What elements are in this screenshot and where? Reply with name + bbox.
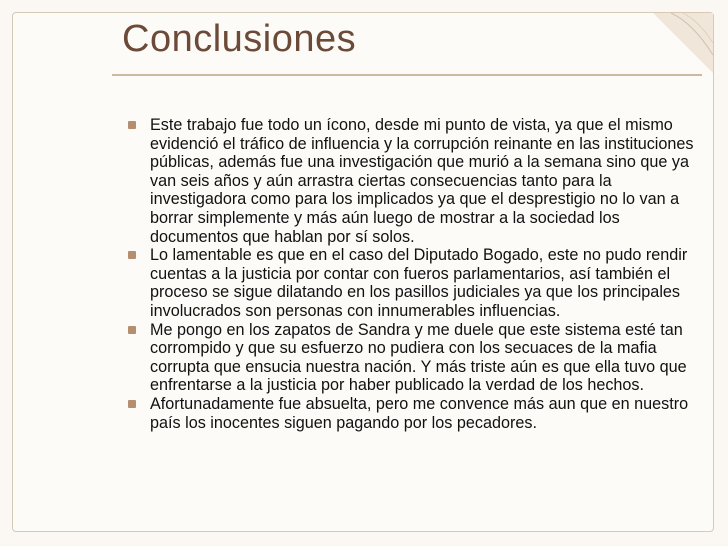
- page-curl-icon: [653, 13, 713, 73]
- bullet-marker-icon: [128, 251, 136, 259]
- bullet-item: [128, 116, 712, 246]
- bullet-text: Lo lamentable es que en el caso del Diputado Bogado, este no pudo rendir cuentas a la justicia por contar con fueros parlamentarios, así también el proceso se sigue dilatando en los pasillos judiciales ya que los principales involucrados son personas con innumerables influencias.: [150, 246, 688, 320]
- bullet-text: Afortunadamente fue absuelta, pero me convence más aun que en nuestro país los inocentes siguen pagando por los pecadores.: [150, 394, 689, 432]
- bullet-marker-icon: [128, 326, 136, 334]
- bullet-marker-icon: [128, 121, 136, 129]
- bullet-item: [128, 246, 712, 320]
- bullet-item: [128, 395, 712, 432]
- bullet-item: [128, 321, 712, 395]
- title-divider: [112, 74, 702, 76]
- bullet-list: [128, 116, 712, 432]
- bullet-text: Este trabajo fue todo un ícono, desde mi punto de vista, ya que el mismo evidenció el tráfico de influencia y la corrupción reinante en las instituciones públicas, además fue una investigación que murió a la semana sino que ya van seis años y aún arrastra ciertas consecuencias tanto para la investigadora como para los implicados ya que el desprestigio no lo van a borrar simplemente y más aún luego de mostrar a la sociedad los documentos que hablan por sí solos.: [150, 116, 694, 246]
- bullet-marker-icon: [128, 400, 136, 408]
- bullet-text: Me pongo en los zapatos de Sandra y me duele que este sistema esté tan corrompido y que su esfuerzo no pudiera con los secuaces de la mafia corrupta que ensucia nuestra nación. Y más triste aún es que ella tuvo que enfrentarse a la justicia por haber publicado la verdad de los hechos.: [150, 320, 687, 395]
- slide-title: Conclusiones: [122, 18, 357, 60]
